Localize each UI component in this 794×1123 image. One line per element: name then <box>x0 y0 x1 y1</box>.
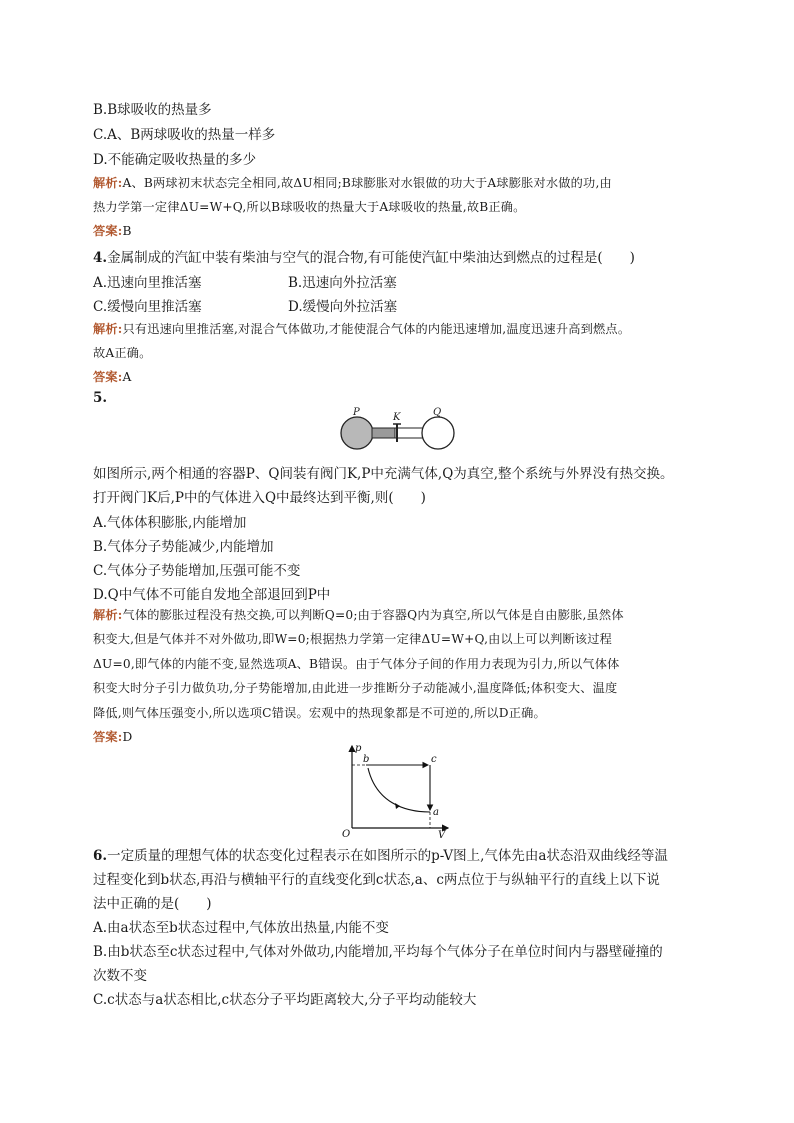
q5-option-b: B.气体分子势能减少,内能增加 <box>93 539 274 555</box>
q3-option-c: C.A、B两球吸收的热量一样多 <box>93 127 276 143</box>
q6-stem-line-1: 6.一定质量的理想气体的状态变化过程表示在如图所示的p-V图上,气体先由a状态沿双曲线经等温 <box>93 848 668 864</box>
label-c: c <box>431 754 437 765</box>
q5-option-d: D.Q中气体不可能自发地全部退回到P中 <box>93 587 331 603</box>
q3-option-d: D.不能确定吸收热量的多少 <box>93 152 257 168</box>
q5-option-a: A.气体体积膨胀,内能增加 <box>93 515 247 531</box>
q3-explanation-line-1: 解析:A、B两球初末状态完全相同,故ΔU相同;B球膨胀对水银做的功大于A球膨胀对水做的功,由 <box>93 176 612 190</box>
q4-stem: 4.金属制成的汽缸中装有柴油与空气的混合物,有可能使汽缸中柴油达到燃点的过程是( ) <box>93 250 635 266</box>
label-origin: O <box>342 829 351 840</box>
explanation-label: 解析: <box>93 176 123 190</box>
q4-option-b: B.迅速向外拉活塞 <box>288 275 397 291</box>
q6-option-a: A.由a状态至b状态过程中,气体放出热量,内能不变 <box>93 920 389 936</box>
q6-option-b-line-1: B.由b状态至c状态过程中,气体对外做功,内能增加,平均每个气体分子在单位时间内与器壁碰撞的 <box>93 944 663 960</box>
q6-option-c: C.c状态与a状态相比,c状态分子平均距离较大,分子平均动能较大 <box>93 992 477 1008</box>
q5-number: 5. <box>93 390 108 406</box>
q5-answer: 答案:D <box>93 730 133 744</box>
isotherm-arrow <box>395 803 400 809</box>
q6-option-b-line-2: 次数不变 <box>93 968 147 984</box>
q3-explanation-line-2: 热力学第一定律ΔU=W+Q,所以B球吸收的热量大于A球吸收的热量,故B正确。 <box>93 200 526 214</box>
q5-explanation-line-2: 积变大,但是气体并不对外做功,即W=0;根据热力学第一定律ΔU=W+Q,由以上可以判断该过程 <box>93 632 613 646</box>
q5-explanation-line-3: ΔU=0,即气体的内能不变,显然选项A、B错误。由于气体分子间的作用力表现为引力,所以气体体 <box>93 657 620 671</box>
question-number: 4. <box>93 250 108 266</box>
q5-stem-line-1: 如图所示,两个相通的容器P、Q间装有阀门K,P中充满气体,Q为真空,整个系统与外界没有热交换。 <box>93 466 674 482</box>
q3-answer: 答案:B <box>93 224 132 238</box>
label-q: Q <box>433 407 442 418</box>
q4-explanation-line-2: 故A正确。 <box>93 346 152 360</box>
q5-stem-line-2: 打开阀门K后,P中的气体进入Q中最终达到平衡,则( ) <box>93 490 426 506</box>
q6-pv-diagram <box>338 740 458 840</box>
label-p: p <box>355 743 362 754</box>
q5-container-diagram <box>335 405 460 460</box>
q6-stem-line-2: 过程变化到b状态,再沿与横轴平行的直线变化到c状态,a、c两点位于与纵轴平行的直线上以下说 <box>93 872 660 888</box>
label-b: b <box>363 754 370 765</box>
q4-option-d: D.缓慢向外拉活塞 <box>288 299 398 315</box>
explanation-label: 解析: <box>93 608 123 622</box>
label-a: a <box>433 807 439 818</box>
container-p <box>341 417 373 449</box>
question-number: 6. <box>93 848 108 864</box>
q5-explanation-line-5: 降低,则气体压强变小,所以选项C错误。宏观中的热现象都是不可逆的,所以D正确。 <box>93 706 546 720</box>
q5-explanation-line-1: 解析:气体的膨胀过程没有热交换,可以判断Q=0;由于容器Q内为真空,所以气体是自由膨胀,虽然体 <box>93 608 624 622</box>
label-p: P <box>353 407 360 418</box>
answer-label: 答案: <box>93 370 123 384</box>
q4-answer: 答案:A <box>93 370 132 384</box>
q4-option-a: A.迅速向里推活塞 <box>93 275 202 291</box>
container-q <box>422 417 454 449</box>
q5-option-c: C.气体分子势能增加,压强可能不变 <box>93 563 301 579</box>
q5-explanation-line-4: 积变大时分子引力做负功,分子势能增加,由此进一步推断分子动能减小,温度降低;体积变大、温度 <box>93 681 618 695</box>
q3-option-b: B.B球吸收的热量多 <box>93 102 212 118</box>
answer-label: 答案: <box>93 730 123 744</box>
connecting-tube-filled <box>372 428 395 438</box>
label-v: V <box>438 830 446 840</box>
explanation-label: 解析: <box>93 322 123 336</box>
q4-explanation-line-1: 解析:只有迅速向里推活塞,对混合气体做功,才能使混合气体的内能迅速增加,温度迅速升高到燃点。 <box>93 322 631 336</box>
q6-stem-line-3: 法中正确的是( ) <box>93 896 212 912</box>
answer-label: 答案: <box>93 224 123 238</box>
q4-option-c: C.缓慢向里推活塞 <box>93 299 202 315</box>
label-k: K <box>393 412 401 423</box>
